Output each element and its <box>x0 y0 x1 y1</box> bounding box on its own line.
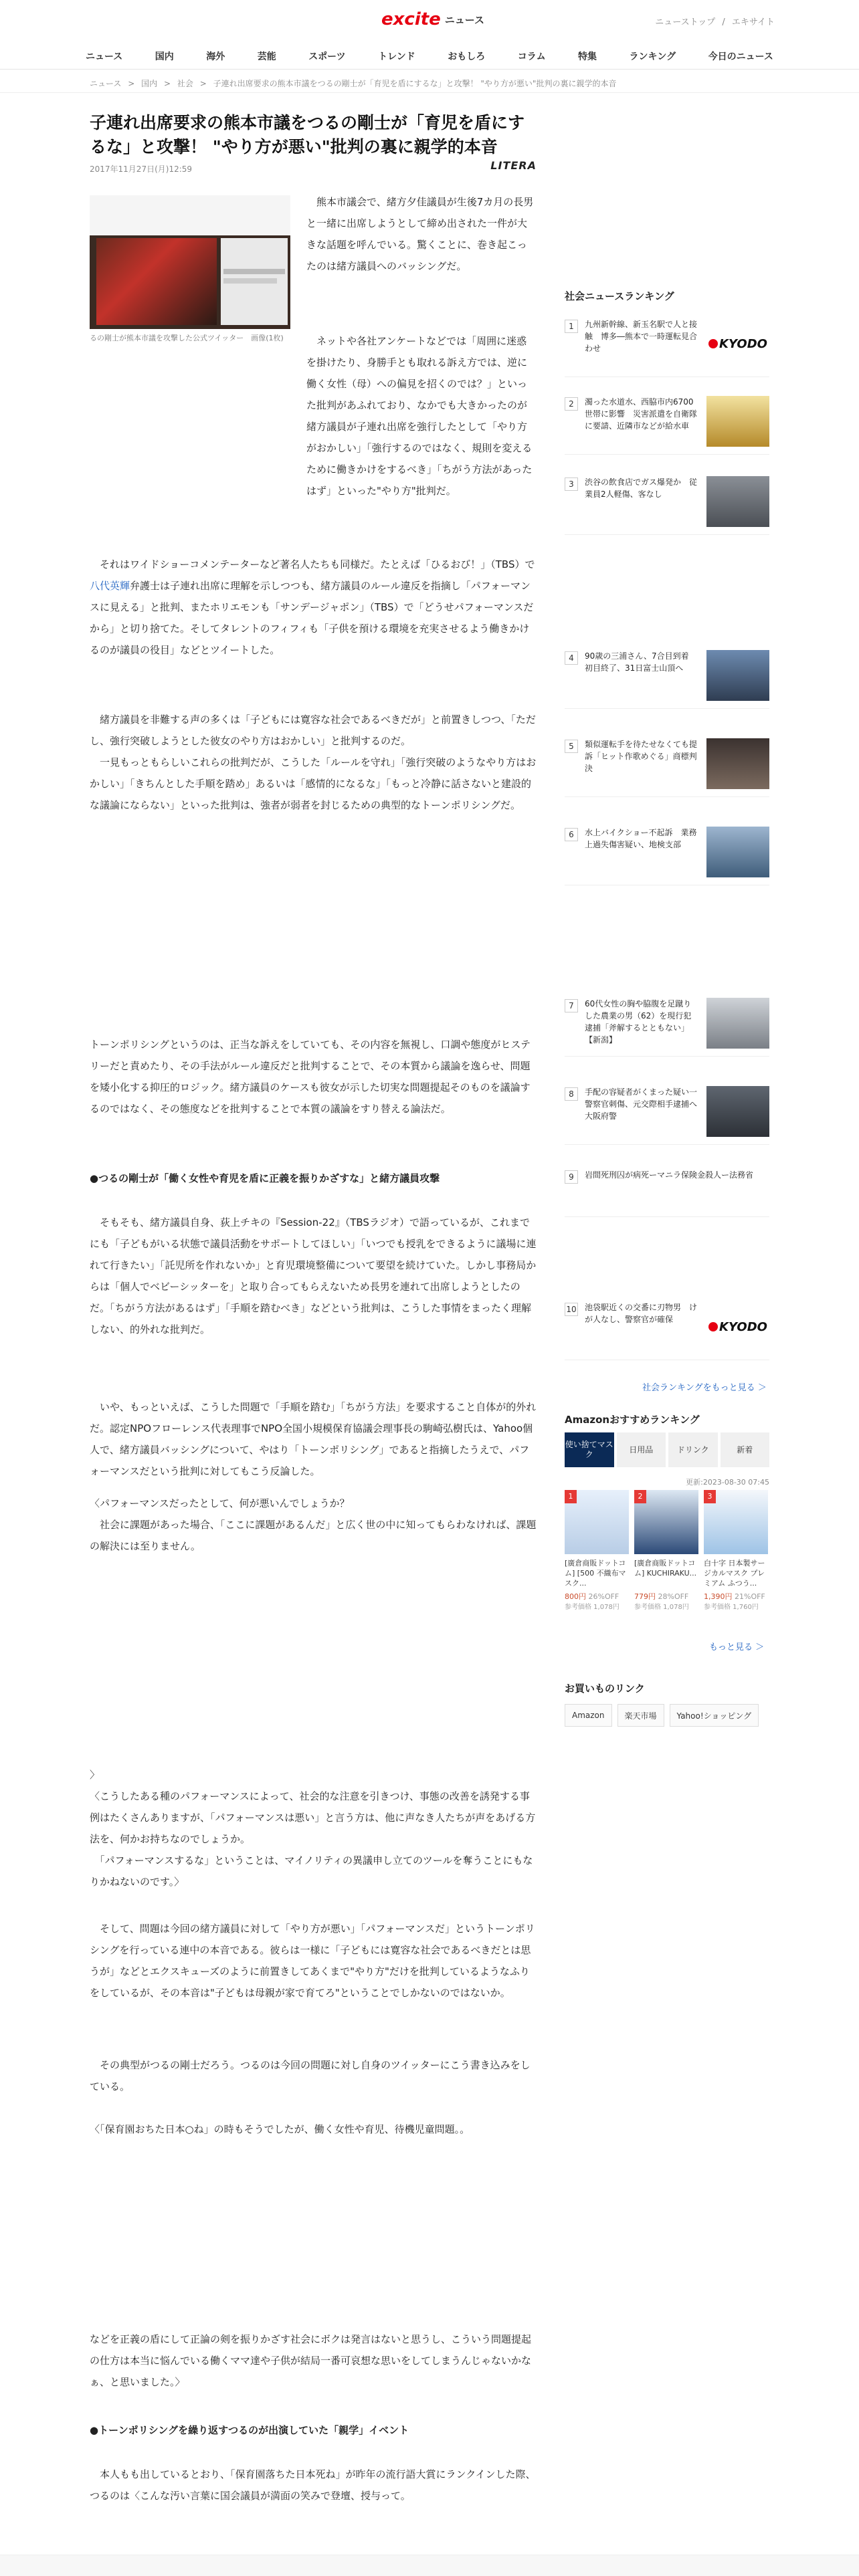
ranking-item[interactable] <box>565 471 769 535</box>
product-ref-price: 参考価格 1,078円 <box>634 1604 689 1611</box>
top-links-separator: / <box>722 17 725 27</box>
amazon-products <box>565 1490 769 1612</box>
product-name: 白十字 日本製サージカルマスク プレミアム ふつう... <box>704 1559 765 1588</box>
amazon-more-link[interactable]: もっと見る ＞ <box>709 1642 765 1652</box>
article-photo-block <box>90 195 290 344</box>
nav-item-sports[interactable]: スポーツ <box>308 51 346 62</box>
paragraph-text: 弁護士は子連れ出席に理解を示しつつも、緒方議員のルール違反を指摘し「パフォーマンスに見える」と批判、またホリエモンも「サンデージャポン」（TBS）で「どうせパフォーマンスだから」と切り捨てた。そしてタレントのフィフィも「子供を預ける環境を充実させるよう働きかけるのが議員の役目」などとツイートした。 <box>90 580 534 656</box>
ranking-title: 社会ニュースランキング <box>565 290 674 302</box>
photo-caption: るの剛士が熊本市議を攻撃した公式ツイッター 画像(1枚) <box>90 334 284 342</box>
ranking-text: 手配の容疑者がくまった疑い一警察官刺傷、元交際相手逮捕へ大阪府警 <box>585 1087 698 1121</box>
product-price: 800円 26%OFF <box>565 1592 619 1601</box>
ranking-more-link[interactable]: 社会ランキングをもっと見る ＞ <box>642 1383 767 1393</box>
article-photo[interactable] <box>90 195 290 329</box>
ranking-number: 8 <box>565 1087 578 1101</box>
ranking-text: 90歳の三浦さん、7合目到着 初目終了、31日富士山頂へ <box>585 651 697 673</box>
breadcrumb-current: 子連れ出席要求の熊本市議をつるの剛士が「育児を盾にするな」と攻撃！ "やり方が悪い"批判の裏に親学的本音 <box>213 79 617 88</box>
product-ref-price: 参考価格 1,760円 <box>704 1604 759 1611</box>
kyodo-logo-text: KYODO <box>719 1319 767 1334</box>
ranking-thumbnail <box>706 650 769 701</box>
product-image <box>634 1490 698 1554</box>
article-paragraph: トーンポリシングというのは、正当な訴えをしていても、その内容を無視し、口調や態度がヒステリーだと責めたり、その手法がルール違反だと批判することで、その本質から議論を逸らせ、問題を矮小化する抑圧的ロジック。緒方議員のケースも彼女が示した切実な問題提起そのものを議論するのではなく、その態度などを批判することで本質の議論をすり替える論法だ。 <box>90 1039 531 1115</box>
article-quote: 〈パフォーマンスだったとして、何が悪いんでしょうか？ 社会に課題があった場合、「ここに課題があるんだ」と広く世の中に知ってもらわなければ、課題の解決には至りません。 <box>90 1497 537 1552</box>
article-paragraph: 熊本市議会で、緒方夕佳議員が生後7カ月の長男と一緒に出席しようとして締め出された一件が大きな話題を呼んでいる。驚くことに、巻き起こったのは緒方議員へのバッシングだ。 <box>306 196 534 272</box>
ranking-text: 60代女性の胸や脇腹を足蹴りした農業の男（62）を現行犯逮捕「斧解するとともない」【新潟】 <box>585 999 692 1045</box>
article-paragraph: ネットや各社アンケートなどでは「周囲に迷惑を掛けたり、身勝手とも取れる訴え方では、逆に働く女性（母）への偏見を招くのでは？」といった批判があふれており、なかでも大きかったのが緒方議員が子連れ出席を強行したとして「やり方がおかしい」「強行するのではなく、規則を変えるために働きかけをするべき」「ちがう方法があったはず」といった"やり方"批判だ。 <box>306 335 533 497</box>
article-header <box>90 111 537 175</box>
ranking-item[interactable] <box>565 1081 769 1145</box>
shop-link-yahoo[interactable]: Yahoo!ショッピング <box>670 1704 759 1727</box>
ranking-text: 九州新幹線、新玉名駅で人と接触 博多―熊本で一時運転見合わせ <box>585 320 698 353</box>
product-rank: 3 <box>704 1490 716 1503</box>
nav-item-trend[interactable]: トレンド <box>378 51 415 62</box>
ranking-item[interactable] <box>565 733 769 797</box>
nav-item-ranking[interactable]: ランキング <box>629 51 676 62</box>
product-card[interactable] <box>634 1490 698 1612</box>
breadcrumb-sep: > <box>163 79 171 88</box>
ranking-number: 6 <box>565 828 578 841</box>
product-image <box>704 1490 768 1554</box>
ranking-thumbnail <box>706 396 769 447</box>
ranking-item[interactable] <box>565 992 769 1057</box>
breadcrumb-news[interactable]: ニュース <box>90 79 122 88</box>
amazon-updated: 更新:2023-08-30 07:45 <box>686 1478 769 1487</box>
ranking-item[interactable] <box>565 1164 769 1217</box>
ranking-text: 渋谷の飲食店でガス爆発か 従業員2人軽傷、客なし <box>585 477 698 499</box>
ranking-text: 岩間死刑囚が病死ーマニラ保険金殺人ー法務省 <box>585 1170 754 1180</box>
ranking-number: 3 <box>565 477 578 491</box>
breadcrumb-domestic[interactable]: 国内 <box>141 79 158 88</box>
article-paragraph: 緒方議員を非難する声の多くは「子どもには寛容な社会であるべきだが」と前置きしつつ、「ただし、強行突破しようとした彼女のやり方はおかしい」と批判するのだ。 一見もっともらしいこれらの批判だが、こうした「ルールを守れ」「強行突破のようなやり方はおかしい」「きちんとした手順を踏め」あるいは「感情的になるな」「もっと冷静に話さないと建設的な議論にならない」といった批判は、強者が弱者を封じるための典型的なトーンポリシングだ。 <box>90 714 537 811</box>
ranking-thumbnail <box>706 1086 769 1137</box>
top-links <box>651 15 775 27</box>
shop-link-rakuten[interactable]: 楽天市場 <box>617 1704 664 1727</box>
article-quote: 〉 〈こうしたある種のパフォーマンスによって、社会的な注意を引きつけ、事態の改善を誘発する事例はたくさんありますが、「パフォーマンスは悪い」と言う方は、他に声なき人たちが声をあげる方法を、何かお持ちなのでしょうか。 「パフォーマンスするな」ということは、マイノリティの異議申し立てのツールを奪うことにもなりかねないのです。〉 <box>90 1769 536 1888</box>
tab-drinks[interactable]: ドリンク <box>668 1432 718 1467</box>
product-ref-price: 参考価格 1,078円 <box>565 1604 619 1611</box>
ranking-number: 1 <box>565 320 578 333</box>
product-rank: 2 <box>634 1490 646 1503</box>
product-price: 779円 28%OFF <box>634 1592 689 1601</box>
nav-item-news[interactable]: ニュース <box>86 51 123 62</box>
source-logo[interactable]: LITERA <box>490 159 537 172</box>
ranking-number: 10 <box>565 1303 578 1316</box>
article-quote: 〈「保育園おちた日本○ね」の時もそうでしたが、働く女性や育児、待機児童問題。。 <box>90 2123 470 2135</box>
section-heading: ●トーンポリシングを繰り返すつるのが出演していた「親学」イベント <box>90 2424 409 2436</box>
product-card[interactable] <box>565 1490 629 1612</box>
ranking-thumbnail <box>706 738 769 789</box>
section-heading: ●つるの剛士が「働く女性や育児を盾に正義を振りかざすな」と緒方議員攻撃 <box>90 1172 440 1184</box>
ranking-item[interactable] <box>565 1296 769 1360</box>
product-image <box>565 1490 629 1554</box>
main-nav <box>83 49 776 63</box>
ranking-text: 濁った水道水、西脇市内6700世帯に影響 災害派遣を自衛隊に要請、近隣市などが給水車 <box>585 397 698 431</box>
news-top-link[interactable]: ニューストップ <box>655 17 716 27</box>
nav-item-entertainment[interactable]: 芸能 <box>257 51 276 62</box>
breadcrumb-sep: > <box>199 79 207 88</box>
shopping-title: お買いものリンク <box>565 1683 645 1695</box>
article-paragraph: そもそも、緒方議員自身、荻上チキの『Session-22』（TBSラジオ）で語っているが、これまでにも「子どもがいる状態で議員活動をサポートしてほしい」「いつでも授乳をできるように議場に連れて行きたい」「託児所を作れないか」と育児環境整備について要望を続けていた。しかし事務局からは「個人でベビーシッターを」と取り合ってもらえないため長男を連れて出席しようとしたのだ。「ちがう方法があるはず」「手順を踏むべき」などという批判は、こうした事情をまったく理解しない、的外れな批判だ。 <box>90 1216 537 1335</box>
ranking-thumbnail <box>706 998 769 1049</box>
breadcrumb-society[interactable]: 社会 <box>177 79 193 88</box>
nav-item-today[interactable]: 今日のニュース <box>708 51 773 62</box>
ranking-number: 7 <box>565 999 578 1012</box>
site-logo[interactable] <box>381 9 484 29</box>
logo-main: excite <box>381 9 441 29</box>
article-paragraph: そして、問題は今回の緒方議員に対して「やり方が悪い」「パフォーマンスだ」というトーンポリシングを行っている連中の本音である。彼らは一様に「子どもには寛容な社会であるべきだとは思うが」などとエクスキューズのように前置きしてあくまで"やり方"だけを批判しているようなふりをしているが、その本音は"子どもは母親が家で育てろ"ということでしかないのではないか。 <box>90 1923 535 1999</box>
kyodo-logo <box>706 1301 769 1352</box>
divider <box>0 92 859 93</box>
ranking-number: 2 <box>565 397 578 411</box>
ranking-thumbnail <box>706 476 769 527</box>
kyodo-logo <box>706 318 769 369</box>
amazon-title: Amazonおすすめランキング <box>565 1414 700 1426</box>
product-price: 1,390円 21%OFF <box>704 1592 765 1601</box>
excite-link[interactable]: エキサイト <box>731 17 775 27</box>
article-paragraph: 本人もも出しているとおり、「保育園落ちた日本死ね」が昨年の流行語大賞にランクインした際、つるのは〈こんな汚い言葉に国会議員が満面の笑みで登壇、授与って。 <box>90 2468 536 2502</box>
article-quote: などを正義の盾にして正論の剣を振りかざす社会にボクは発言はないと思うし、こういう問題提起の仕方は本当に悩んでいる働くママ達や子供が結局一番可哀想な思いをしてしまうんじゃないかなぁ、と思いました。〉 <box>90 2333 532 2388</box>
shop-link-amazon[interactable]: Amazon <box>565 1704 612 1727</box>
article-meta <box>90 159 537 175</box>
amazon-tabs <box>565 1432 769 1467</box>
site-header <box>0 0 859 70</box>
nav-item-column[interactable]: コラム <box>517 51 546 62</box>
tab-daily-goods[interactable]: 日用品 <box>617 1432 666 1467</box>
ranking-item[interactable] <box>565 313 769 377</box>
kyodo-logo-text: KYODO <box>719 336 767 351</box>
ranking-text: 類似運転手を待たせなくても提訴「ヒット作歌めぐる」商標判決 <box>585 740 698 773</box>
nav-item-domestic[interactable]: 国内 <box>155 51 174 62</box>
ranking-thumbnail <box>706 827 769 877</box>
bottom-bar <box>0 2555 859 2576</box>
product-rank: 1 <box>565 1490 577 1503</box>
tab-new[interactable]: 新着 <box>721 1432 770 1467</box>
article-paragraph: その典型がつるの剛士だろう。つるのは今回の問題に対し自身のツイッターにこう書き込みをしている。 <box>90 2059 531 2092</box>
product-name: [廣倉商販ドットコム] KUCHIRAKU... <box>634 1559 697 1578</box>
logo-sub: ニュース <box>444 13 485 26</box>
breadcrumb-sep: > <box>128 79 135 88</box>
ranking-number: 9 <box>565 1170 578 1184</box>
ranking-item[interactable] <box>565 645 769 709</box>
nav-item-feature[interactable]: 特集 <box>578 51 597 62</box>
shopping-links <box>565 1704 759 1727</box>
paragraph-text: それはワイドショーコメンテーターなど著名人たちも同様だ。たとえば「ひるおび！」（TBS）で <box>90 558 535 570</box>
nav-item-funny[interactable]: おもしろ <box>448 51 486 62</box>
nav-item-overseas[interactable]: 海外 <box>206 51 225 62</box>
breadcrumb <box>90 78 620 89</box>
tab-masks[interactable]: 使い捨てマスク <box>565 1432 614 1467</box>
article-date: 2017年11月27日(月)12:59 <box>90 165 193 174</box>
article-paragraph: いや、もっといえば、こうした問題で「手順を踏む」「ちがう方法」を要求すること自体が的外れだ。認定NPOフローレンス代表理事でNPO全国小規模保育協議会理事長の駒崎弘樹氏は、Yahoo個人で、緒方議員バッシングについて、やはり「トーンポリシング」であると指摘したうえで、パフォーマンスだという批判に対してもこう反論した。 <box>90 1401 537 1477</box>
ranking-text: 池袋駅近くの交番に刃物男 けが人なし、警察官が確保 <box>585 1303 698 1324</box>
ranking-number: 4 <box>565 651 578 665</box>
ranking-item[interactable] <box>565 391 769 455</box>
ranking-number: 5 <box>565 740 578 753</box>
ranking-item[interactable] <box>565 821 769 885</box>
article-title: 子連れ出席要求の熊本市議をつるの剛士が「育児を盾にするな」と攻撃！ "やり方が悪い"批判の裏に親学的本音 <box>90 113 525 156</box>
product-card[interactable] <box>704 1490 768 1612</box>
product-name: [廣倉商販ドットコム] [500 不織布マスク... <box>565 1559 626 1588</box>
article-paragraph <box>90 554 537 661</box>
ranking-text: 水上バイクショー不起訴 業務上過失傷害疑い、地検支部 <box>585 828 697 849</box>
person-link[interactable]: 八代英輝 <box>90 580 130 592</box>
